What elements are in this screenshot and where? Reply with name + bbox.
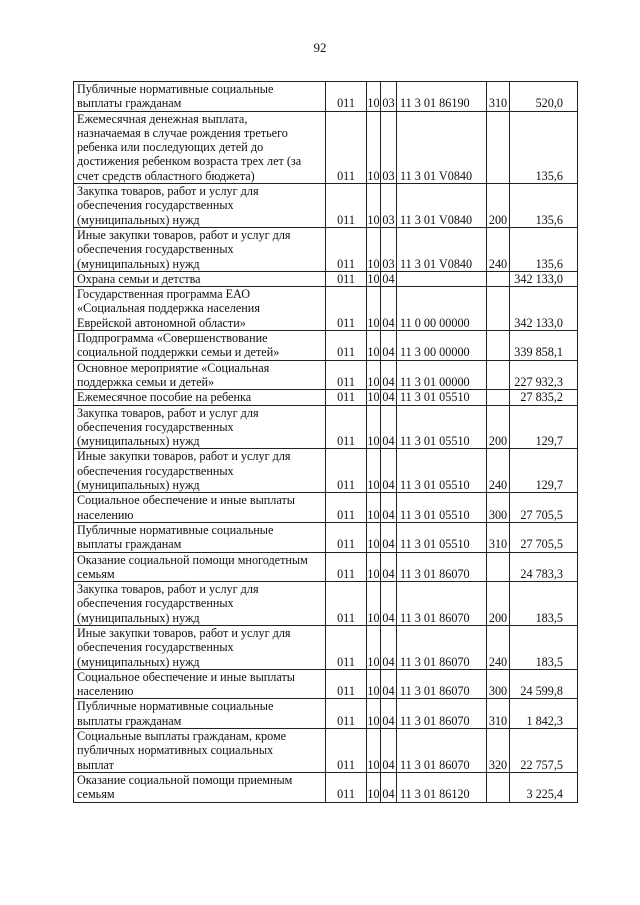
item-name-line: публичных нормативных социальных [77, 743, 274, 758]
subsection-code-cell: 04 [381, 449, 397, 493]
amount-cell: 129,7 [510, 405, 578, 449]
expense-type-cell: 320 [487, 729, 510, 773]
expense-type-cell [487, 287, 510, 331]
item-name-line: обеспечения государственных [77, 640, 234, 655]
item-name-line: Основное мероприятие «Социальная [77, 360, 270, 375]
expense-type-cell: 310 [487, 522, 510, 552]
item-name-line: назначаемая в случае рождения третьего [77, 125, 288, 140]
subsection-code-cell: 04 [381, 405, 397, 449]
item-name-cell [74, 772, 326, 802]
expense-type-cell [487, 552, 510, 582]
amount-cell: 183,5 [510, 625, 578, 669]
item-name-cell [74, 82, 326, 112]
expense-type-cell: 240 [487, 625, 510, 669]
section-code-cell: 10 [367, 227, 381, 271]
table-row [74, 331, 578, 361]
item-name-line: Социальное обеспечение и иные выплаты [77, 493, 295, 508]
target-article-cell: 11 3 01 05510 [397, 449, 487, 493]
section-code-cell: 10 [367, 360, 381, 390]
subsection-code-cell: 04 [381, 552, 397, 582]
table-row [74, 449, 578, 493]
admin-code-cell: 011 [326, 331, 367, 361]
section-code-cell: 10 [367, 699, 381, 729]
subsection-code-cell: 03 [381, 184, 397, 228]
item-name-cell [74, 331, 326, 361]
table-row [74, 582, 578, 626]
item-name-line: ребенка или последующих детей до [77, 140, 264, 155]
expense-type-cell [487, 331, 510, 361]
table-row [74, 522, 578, 552]
item-name-line: поддержка семьи и детей» [77, 374, 215, 389]
target-article-cell: 11 3 01 00000 [397, 360, 487, 390]
item-name-cell [74, 729, 326, 773]
section-code-cell: 10 [367, 729, 381, 773]
admin-code-cell: 011 [326, 227, 367, 271]
section-code-cell: 10 [367, 390, 380, 405]
table-row [74, 699, 578, 729]
item-name-line: выплаты гражданам [77, 713, 182, 728]
target-article-cell [397, 271, 487, 286]
item-name-line: социальной поддержки семьи и детей» [77, 345, 280, 360]
item-name-line: обеспечения государственных [77, 198, 234, 213]
subsection-code-cell: 04 [381, 772, 397, 802]
item-name-line: населению [77, 507, 134, 522]
amount-cell: 129,7 [510, 449, 578, 493]
amount-cell: 3 225,4 [510, 772, 578, 802]
amount-cell: 27 705,5 [510, 522, 578, 552]
section-code-cell: 10 [367, 552, 381, 582]
subsection-code-cell: 04 [381, 669, 397, 699]
expense-type-cell: 300 [487, 493, 510, 523]
table-row [74, 405, 578, 449]
expense-type-cell [487, 271, 510, 286]
section-code-cell: 10 [367, 271, 380, 286]
item-name-line: Иные закупки товаров, работ и услуг для [77, 625, 291, 640]
amount-cell: 227 932,3 [510, 360, 578, 390]
item-name-line: Закупка товаров, работ и услуг для [77, 405, 259, 420]
target-article-cell: 11 3 01 V0840 [397, 227, 487, 271]
target-article-cell: 11 0 00 00000 [397, 287, 487, 331]
admin-code-cell: 011 [326, 699, 367, 729]
section-code-cell: 10 [367, 287, 381, 331]
item-name-line: выплаты гражданам [77, 537, 182, 552]
table-row [74, 772, 578, 802]
item-name-line: Публичные нормативные социальные [77, 82, 274, 96]
amount-cell: 342 133,0 [510, 271, 578, 286]
item-name-line: выплат [77, 757, 114, 772]
item-name-line: выплаты гражданам [77, 96, 182, 111]
item-name-line: Ежемесячное пособие на ребенка [77, 390, 252, 405]
section-code-cell: 10 [367, 331, 381, 361]
subsection-code-cell: 04 [381, 582, 397, 626]
item-name-cell [74, 360, 326, 390]
expense-type-cell: 310 [487, 82, 510, 112]
page-number: 92 [313, 40, 327, 55]
item-name-line: Иные закупки товаров, работ и услуг для [77, 449, 291, 464]
item-name-cell [74, 405, 326, 449]
subsection-code-cell: 04 [381, 360, 397, 390]
admin-code-cell: 011 [326, 729, 367, 773]
admin-code-cell: 011 [326, 184, 367, 228]
admin-code-cell: 011 [326, 390, 367, 405]
subsection-code-cell: 04 [381, 522, 397, 552]
item-name-line: Оказание социальной помощи многодетным [77, 552, 308, 567]
subsection-code-cell: 04 [381, 729, 397, 773]
section-code-cell: 10 [367, 184, 381, 228]
item-name-cell [74, 552, 326, 582]
section-code-cell: 10 [367, 111, 381, 183]
amount-cell: 27 705,5 [510, 493, 578, 523]
table-row [74, 227, 578, 271]
item-name-line: обеспечения государственных [77, 596, 234, 611]
table-row [74, 669, 578, 699]
target-article-cell: 11 3 01 86120 [397, 772, 487, 802]
item-name-cell [74, 184, 326, 228]
table-row [74, 729, 578, 773]
admin-code-cell: 011 [326, 582, 367, 626]
section-code-cell: 10 [367, 449, 381, 493]
section-code-cell: 10 [367, 82, 381, 112]
expense-type-cell: 200 [487, 184, 510, 228]
section-code-cell: 10 [367, 669, 381, 699]
amount-cell: 520,0 [510, 82, 578, 112]
target-article-cell: 11 3 01 86070 [397, 582, 487, 626]
amount-cell: 1 842,3 [510, 699, 578, 729]
table-row [74, 625, 578, 669]
item-name-line: Закупка товаров, работ и услуг для [77, 184, 259, 199]
item-name-line: Государственная программа ЕАО [77, 287, 251, 302]
item-name-cell [74, 669, 326, 699]
admin-code-cell: 011 [326, 625, 367, 669]
admin-code-cell: 011 [326, 493, 367, 523]
table-row [74, 271, 578, 286]
target-article-cell: 11 3 01 V0840 [397, 184, 487, 228]
table-row [74, 184, 578, 228]
target-article-cell: 11 3 01 86070 [397, 625, 487, 669]
section-code-cell: 10 [367, 625, 381, 669]
item-name-line: Социальное обеспечение и иные выплаты [77, 669, 295, 684]
target-article-cell: 11 3 01 86070 [397, 699, 487, 729]
admin-code-cell: 011 [326, 772, 367, 802]
item-name-cell [74, 227, 326, 271]
item-name-line: (муниципальных) нужд [77, 610, 200, 625]
item-name-line: Охрана семьи и детства [77, 271, 201, 286]
admin-code-cell: 011 [326, 360, 367, 390]
item-name-cell [74, 271, 326, 286]
section-code-cell: 10 [367, 405, 381, 449]
item-name-line: (муниципальных) нужд [77, 212, 200, 227]
amount-cell: 24 599,8 [510, 669, 578, 699]
amount-cell: 22 757,5 [510, 729, 578, 773]
subsection-code-cell: 04 [382, 271, 395, 286]
subsection-code-cell: 04 [381, 287, 397, 331]
expense-type-cell [487, 111, 510, 183]
expense-type-cell [487, 360, 510, 390]
admin-code-cell: 011 [326, 522, 367, 552]
subsection-code-cell: 04 [381, 625, 397, 669]
item-name-line: Ежемесячная денежная выплата, [77, 111, 248, 126]
item-name-line: (муниципальных) нужд [77, 256, 200, 271]
item-name-line: населению [77, 684, 134, 699]
admin-code-cell: 011 [326, 287, 367, 331]
budget-table [73, 81, 578, 803]
table-row [74, 390, 578, 405]
admin-code-cell: 011 [326, 405, 367, 449]
item-name-line: достижения ребенком возраста трех лет (за [77, 154, 302, 169]
item-name-line: обеспечения государственных [77, 419, 234, 434]
subsection-code-cell: 04 [381, 493, 397, 523]
amount-cell: 339 858,1 [510, 331, 578, 361]
amount-cell: 24 783,3 [510, 552, 578, 582]
expense-type-cell: 240 [487, 227, 510, 271]
table-row [74, 493, 578, 523]
subsection-code-cell: 04 [381, 699, 397, 729]
expense-type-cell: 300 [487, 669, 510, 699]
section-code-cell: 10 [367, 493, 381, 523]
item-name-cell [74, 522, 326, 552]
item-name-line: (муниципальных) нужд [77, 654, 200, 669]
table-row [74, 287, 578, 331]
admin-code-cell: 011 [326, 552, 367, 582]
target-article-cell: 11 3 01 05510 [397, 405, 487, 449]
item-name-line: (муниципальных) нужд [77, 478, 200, 493]
admin-code-cell: 011 [326, 271, 367, 286]
item-name-line: Закупка товаров, работ и услуг для [77, 582, 259, 597]
amount-cell: 135,6 [510, 184, 578, 228]
target-article-cell: 11 3 01 05510 [397, 522, 487, 552]
amount-cell: 183,5 [510, 582, 578, 626]
item-name-line: Оказание социальной помощи приемным [77, 772, 293, 787]
item-name-line: «Социальная поддержка населения [77, 301, 260, 316]
target-article-cell: 11 3 01 86190 [397, 82, 487, 112]
target-article-cell: 11 3 00 00000 [397, 331, 487, 361]
section-code-cell: 10 [367, 582, 381, 626]
item-name-cell [74, 582, 326, 626]
item-name-cell [74, 493, 326, 523]
item-name-cell [74, 625, 326, 669]
subsection-code-cell: 04 [382, 390, 395, 405]
item-name-line: Социальные выплаты гражданам, кроме [77, 729, 287, 744]
admin-code-cell: 011 [326, 669, 367, 699]
item-name-cell [74, 390, 326, 405]
item-name-line: Публичные нормативные социальные [77, 699, 274, 714]
item-name-line: обеспечения государственных [77, 242, 234, 257]
item-name-line: Иные закупки товаров, работ и услуг для [77, 227, 291, 242]
expense-type-cell: 240 [487, 449, 510, 493]
item-name-line: семьям [77, 566, 115, 581]
amount-cell: 27 835,2 [510, 390, 578, 405]
section-code-cell: 10 [367, 522, 381, 552]
item-name-line: Публичные нормативные социальные [77, 522, 274, 537]
target-article-cell: 11 3 01 05510 [397, 493, 487, 523]
target-article-cell: 11 3 01 V0840 [397, 111, 487, 183]
item-name-line: Еврейской автономной области» [77, 315, 246, 330]
item-name-cell [74, 287, 326, 331]
target-article-cell: 11 3 01 05510 [397, 390, 487, 405]
section-code-cell: 10 [367, 772, 381, 802]
expense-type-cell: 310 [487, 699, 510, 729]
target-article-cell: 11 3 01 86070 [397, 729, 487, 773]
expense-type-cell [487, 390, 510, 405]
item-name-line: обеспечения государственных [77, 463, 234, 478]
item-name-line: (муниципальных) нужд [77, 434, 200, 449]
item-name-line: Подпрограмма «Совершенствование [77, 331, 268, 346]
admin-code-cell: 011 [326, 449, 367, 493]
amount-cell: 135,6 [510, 227, 578, 271]
amount-cell: 342 133,0 [510, 287, 578, 331]
item-name-cell [74, 111, 326, 183]
item-name-cell [74, 449, 326, 493]
admin-code-cell: 011 [326, 82, 367, 112]
expense-type-cell: 200 [487, 582, 510, 626]
subsection-code-cell: 03 [381, 227, 397, 271]
subsection-code-cell: 03 [381, 111, 397, 183]
admin-code-cell: 011 [326, 111, 367, 183]
item-name-line: семьям [77, 787, 115, 802]
table-row [74, 111, 578, 183]
table-row [74, 552, 578, 582]
item-name-line: счет средств областного бюджета) [77, 168, 255, 183]
target-article-cell: 11 3 01 86070 [397, 552, 487, 582]
subsection-code-cell: 04 [381, 331, 397, 361]
amount-cell: 135,6 [510, 111, 578, 183]
table-row [74, 82, 578, 112]
expense-type-cell [487, 772, 510, 802]
subsection-code-cell: 03 [381, 82, 397, 112]
expense-type-cell: 200 [487, 405, 510, 449]
table-row [74, 360, 578, 390]
target-article-cell: 11 3 01 86070 [397, 669, 487, 699]
item-name-cell [74, 699, 326, 729]
